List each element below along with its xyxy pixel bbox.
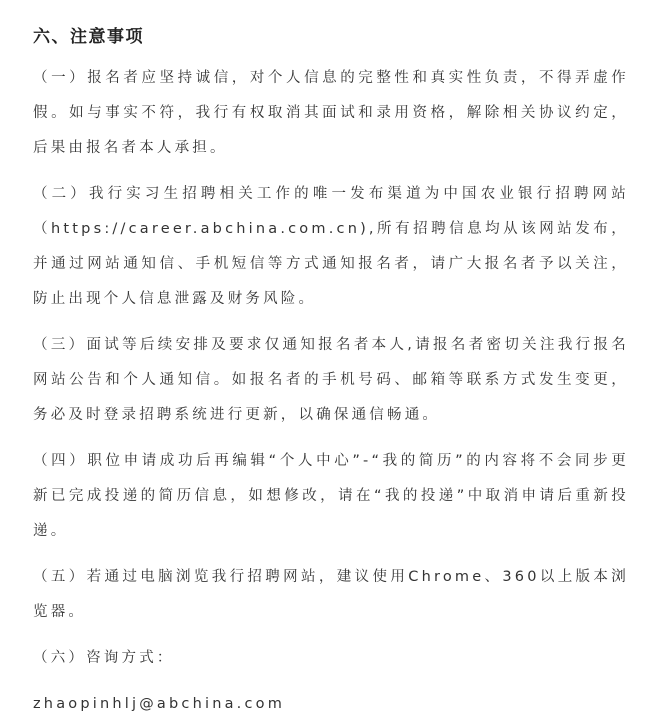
item-4-paragraph: （四）职位申请成功后再编辑“个人中心”-“我的简历”的内容将不会同步更新已完成投递的简历信息，如想修改，请在“我的投递”中取消申请后重新投递。 (33, 453, 629, 539)
section-title: 六、注意事项 (33, 27, 144, 47)
item-5-paragraph: （五）若通过电脑浏览我行招聘网站，建议使用Chrome、360以上版本浏览器。 (33, 569, 629, 620)
item-6-paragraph: （六）咨询方式： (33, 650, 175, 666)
item-2-paragraph: （二）我行实习生招聘相关工作的唯一发布渠道为中国农业银行招聘网站（https://career.abchina.com.cn),所有招聘信息均从该网站发布，并通过网站通知信、手机短信等方式通知报名者，请广大报名者予以关注，防止出现个人信息泄露及财务风险。 (33, 186, 629, 307)
contact-email[interactable]: zhaopinhlj@abchina.com (33, 696, 286, 712)
item-1-paragraph: （一）报名者应坚持诚信，对个人信息的完整性和真实性负责，不得弄虚作假。如与事实不符，我行有权取消其面试和录用资格，解除相关协议约定，后果由报名者本人承担。 (33, 70, 629, 156)
item-3-paragraph: （三）面试等后续安排及要求仅通知报名者本人,请报名者密切关注我行报名网站公告和个人通知信。如报名者的手机号码、邮箱等联系方式发生变更，务必及时登录招聘系统进行更新，以确保通信畅通。 (33, 337, 629, 423)
